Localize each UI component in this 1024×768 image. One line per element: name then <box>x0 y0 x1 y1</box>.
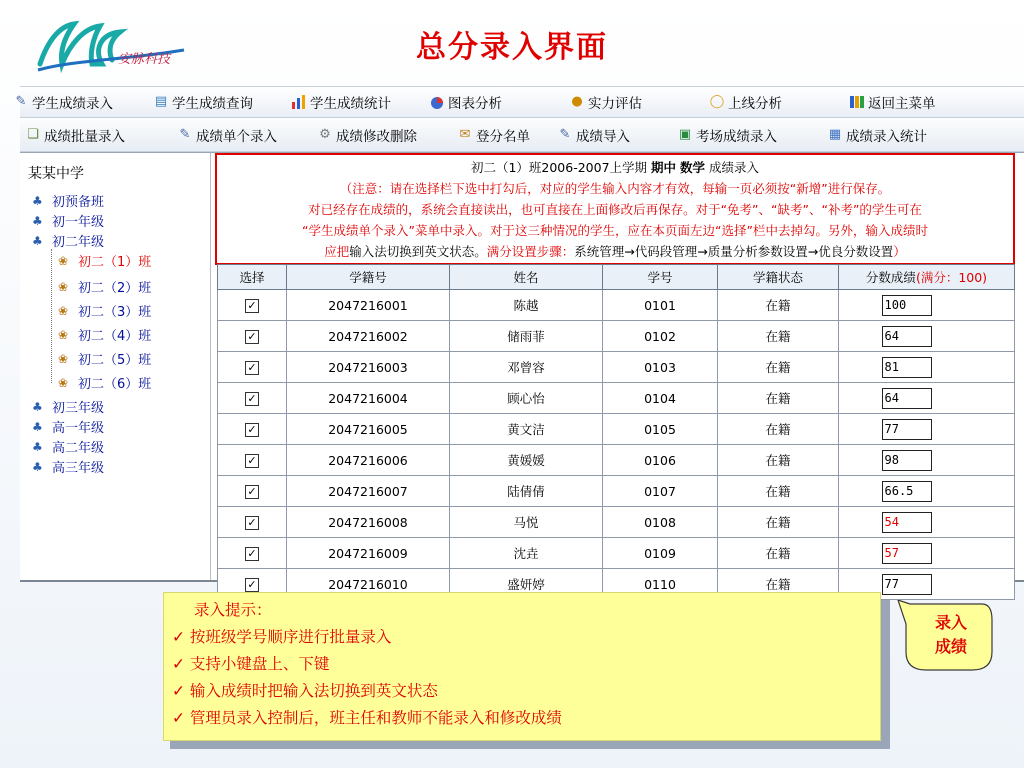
name-cell: 沈垚 <box>450 538 603 569</box>
tree-label: 初预备班 <box>52 195 105 210</box>
notice-subject: 数学 <box>680 160 706 175</box>
tips-item-text: 按班级学号顺序进行批量录入 <box>189 628 392 646</box>
student-id-cell: 2047216005 <box>287 414 450 445</box>
col-name: 姓名 <box>450 265 603 290</box>
number-cell: 0107 <box>603 476 718 507</box>
tree-label: 初二年级 <box>52 235 105 250</box>
tree-item-grade[interactable] <box>32 397 104 416</box>
score-input[interactable]: 64 <box>882 326 932 347</box>
score-input[interactable]: 64 <box>882 388 932 409</box>
secondary-menu <box>20 119 1024 152</box>
notice-line: 对已经存在成绩的，系统会直接读出，也可直接在上面修改后再保存。对于“免考”、“缺考”、“补考”的学生可在 <box>308 202 922 217</box>
tree-item-grade[interactable] <box>32 457 104 476</box>
name-cell: 邓曾容 <box>450 352 603 383</box>
search-doc-icon: ▤ <box>154 94 168 109</box>
score-input[interactable]: 57 <box>882 543 932 564</box>
student-id-cell: 2047216004 <box>287 383 450 414</box>
status-cell: 在籍 <box>718 414 839 445</box>
student-id-cell: 2047216010 <box>287 569 450 600</box>
notice-text: 输入法切换到英文状态。 <box>349 244 487 259</box>
medal-icon: ● <box>571 94 583 109</box>
table-row <box>218 383 1015 414</box>
score-cell <box>839 476 1015 507</box>
score-header-label: 分数成绩 <box>865 270 916 285</box>
score-cell <box>839 321 1015 352</box>
grid-icon <box>848 94 866 110</box>
menu-label: 返回主菜单 <box>868 96 936 112</box>
tree-label: 初二（4）班 <box>78 329 152 344</box>
select-cell <box>218 538 287 569</box>
school-tree <box>20 153 211 580</box>
number-cell: 0103 <box>603 352 718 383</box>
people-icon: ♣ <box>32 459 43 474</box>
name-cell: 陈越 <box>450 290 603 321</box>
menu-return-main[interactable] <box>848 92 968 112</box>
score-cell <box>839 352 1015 383</box>
number-cell: 0106 <box>603 445 718 476</box>
tree-item-class[interactable] <box>58 277 151 296</box>
tree-label: 高三年级 <box>52 461 105 476</box>
tree-label: 初二（2）班 <box>78 281 152 296</box>
tips-item <box>172 624 880 651</box>
table-row <box>218 445 1015 476</box>
select-cell <box>218 383 287 414</box>
tips-item <box>172 651 880 678</box>
status-cell: 在籍 <box>718 569 839 600</box>
row-checkbox[interactable]: ✓ <box>245 454 259 468</box>
name-cell: 黄媛媛 <box>450 445 603 476</box>
class-icon: ❀ <box>58 351 69 366</box>
tree-item-grade[interactable] <box>32 191 104 210</box>
menu-label: 图表分析 <box>448 96 502 112</box>
callout-text <box>926 611 976 659</box>
student-id-cell: 2047216006 <box>287 445 450 476</box>
name-cell: 储雨菲 <box>450 321 603 352</box>
menu-label: 学生成绩录入 <box>32 96 113 112</box>
number-cell: 0109 <box>603 538 718 569</box>
select-cell <box>218 507 287 538</box>
score-input[interactable]: 77 <box>882 419 932 440</box>
number-cell: 0108 <box>603 507 718 538</box>
notice-heading-prefix: 初二（1）班2006-2007上学期 <box>470 160 648 175</box>
menu-score-entry-stats[interactable] <box>826 125 956 145</box>
row-checkbox[interactable]: ✓ <box>245 392 259 406</box>
table-header-row <box>218 265 1015 290</box>
notice-term: 期中 <box>651 160 677 175</box>
menu-batch-score-entry[interactable] <box>24 125 176 145</box>
tips-item-text: 管理员录入控制后，班主任和教师不能录入和修改成绩 <box>189 709 562 727</box>
bar-chart-icon <box>290 94 308 110</box>
number-cell: 0101 <box>603 290 718 321</box>
tree-item-class[interactable] <box>58 301 151 320</box>
table-row <box>218 538 1015 569</box>
row-checkbox[interactable]: ✓ <box>245 423 259 437</box>
col-select: 选择 <box>218 265 287 290</box>
score-cell <box>839 290 1015 321</box>
notice-text: 满分设置步骤： <box>486 244 575 259</box>
notice-line: （注意：请在选择栏下选中打勾后，对应的学生输入内容才有效，每输一页必须按“新增”进行保存。 <box>339 181 891 196</box>
menu-label: 成绩批量录入 <box>44 129 125 145</box>
tree-item-grade[interactable] <box>32 437 104 456</box>
number-cell: 0104 <box>603 383 718 414</box>
name-cell: 陆倩倩 <box>450 476 603 507</box>
people-icon: ♣ <box>32 399 43 414</box>
row-checkbox[interactable]: ✓ <box>245 361 259 375</box>
col-status: 学籍状态 <box>718 265 839 290</box>
tree-item-grade[interactable] <box>32 211 104 230</box>
score-cell <box>839 383 1015 414</box>
student-id-cell: 2047216001 <box>287 290 450 321</box>
menu-label: 考场成绩录入 <box>696 129 777 145</box>
people-icon: ♣ <box>32 193 43 208</box>
notice-line: “学生成绩单个录入”菜单中录入。对于这三种情况的学生，应在本页面左边“选择”栏中去掉勾。另外，输入成绩时 <box>302 223 928 238</box>
row-checkbox[interactable]: ✓ <box>245 485 259 499</box>
tree-label: 高二年级 <box>52 441 105 456</box>
menu-score-import[interactable] <box>556 125 676 145</box>
callout-line: 成绩 <box>934 637 967 656</box>
tree-branch-line <box>51 249 52 383</box>
status-cell: 在籍 <box>718 538 839 569</box>
row-checkbox[interactable]: ✓ <box>245 516 259 530</box>
tree-label: 初三年级 <box>52 401 105 416</box>
menu-student-score-entry[interactable] <box>12 92 152 112</box>
student-id-cell: 2047216008 <box>287 507 450 538</box>
stack-icon: ❏ <box>27 127 39 142</box>
tree-label: 初二（6）班 <box>78 377 152 392</box>
menu-label: 实力评估 <box>588 96 642 112</box>
exam-icon: ▣ <box>678 127 692 142</box>
tips-item <box>172 678 880 705</box>
notice-heading-suffix: 成绩录入 <box>709 160 760 175</box>
people-icon: ♣ <box>32 213 43 228</box>
table-row <box>218 321 1015 352</box>
tree-label: 初二（1）班 <box>78 255 152 270</box>
menu-exam-room-score-entry[interactable] <box>676 125 826 145</box>
row-checkbox[interactable]: ✓ <box>245 578 259 592</box>
number-cell: 0105 <box>603 414 718 445</box>
table-row <box>218 507 1015 538</box>
row-checkbox[interactable]: ✓ <box>245 299 259 313</box>
menu-score-edit-delete[interactable] <box>316 125 456 145</box>
check-icon: ✓ <box>172 655 190 673</box>
people-icon: ♣ <box>32 439 43 454</box>
status-cell: 在籍 <box>718 476 839 507</box>
menu-label: 学生成绩统计 <box>310 96 391 112</box>
import-icon: ✎ <box>559 127 571 142</box>
tree-root-school[interactable]: 某某中学 <box>28 166 84 182</box>
score-input[interactable]: 81 <box>882 357 932 378</box>
select-cell <box>218 352 287 383</box>
status-cell: 在籍 <box>718 507 839 538</box>
notice-heading <box>217 157 1013 178</box>
tree-item-grade[interactable] <box>32 417 104 436</box>
menu-student-score-stats[interactable] <box>290 92 428 112</box>
select-cell <box>218 445 287 476</box>
tree-item-class-selected[interactable] <box>58 251 151 270</box>
menu-label: 学生成绩查询 <box>172 96 253 112</box>
score-input[interactable]: 77 <box>882 574 932 595</box>
table-row <box>218 352 1015 383</box>
people-icon: ♣ <box>32 419 43 434</box>
status-cell: 在籍 <box>718 445 839 476</box>
student-id-cell: 2047216002 <box>287 321 450 352</box>
page-title: 总分录入界面 <box>416 30 608 65</box>
menu-strength-evaluation[interactable] <box>568 92 708 112</box>
check-icon: ✓ <box>172 709 190 727</box>
select-cell <box>218 321 287 352</box>
menu-label: 成绩录入统计 <box>846 129 927 145</box>
tips-box <box>163 592 881 741</box>
notice-text: 系统管理→代码段管理→质量分析参数设置→优良分数设置 <box>574 244 894 259</box>
class-icon: ❀ <box>58 279 69 294</box>
name-cell: 黄文洁 <box>450 414 603 445</box>
class-icon: ❀ <box>58 375 69 390</box>
student-id-cell: 2047216009 <box>287 538 450 569</box>
score-input[interactable]: 98 <box>882 450 932 471</box>
list-icon: ✉ <box>459 127 471 142</box>
name-cell: 马悦 <box>450 507 603 538</box>
select-cell <box>218 290 287 321</box>
score-input[interactable]: 100 <box>882 295 932 316</box>
ring-icon: ◯ <box>709 94 725 109</box>
logo-company-name: 安脉科技 <box>118 52 171 67</box>
status-cell: 在籍 <box>718 352 839 383</box>
tree-item-class[interactable] <box>58 373 151 392</box>
status-cell: 在籍 <box>718 383 839 414</box>
number-cell: 0110 <box>603 569 718 600</box>
status-cell: 在籍 <box>718 290 839 321</box>
check-icon: ✓ <box>172 628 190 646</box>
tree-label: 初一年级 <box>52 215 105 230</box>
menu-student-score-query[interactable] <box>152 92 290 112</box>
gear-icon: ⚙ <box>319 127 331 142</box>
notice-text: ） <box>893 244 906 259</box>
number-cell: 0102 <box>603 321 718 352</box>
student-id-cell: 2047216007 <box>287 476 450 507</box>
pencil-icon: ✎ <box>179 127 191 142</box>
tips-title: 录入提示： <box>194 601 272 619</box>
main-panel <box>20 152 1024 592</box>
table-row <box>218 414 1015 445</box>
class-icon: ❀ <box>58 303 69 318</box>
menu-label: 上线分析 <box>728 96 782 112</box>
score-header-full: (满分：100) <box>915 270 988 285</box>
score-input[interactable]: 54 <box>882 512 932 533</box>
score-cell <box>839 538 1015 569</box>
score-cell <box>839 414 1015 445</box>
stats-icon: ▦ <box>828 127 842 142</box>
row-checkbox[interactable]: ✓ <box>245 330 259 344</box>
people-icon: ♣ <box>32 233 43 248</box>
tips-item <box>172 705 880 732</box>
status-cell: 在籍 <box>718 321 839 352</box>
score-cell <box>839 445 1015 476</box>
tree-item-class[interactable] <box>58 325 151 344</box>
callout-line: 录入 <box>934 613 967 632</box>
menu-score-roster[interactable] <box>456 125 556 145</box>
select-cell <box>218 476 287 507</box>
score-input[interactable]: 66.5 <box>882 481 932 502</box>
menu-label: 成绩单个录入 <box>196 129 277 145</box>
table-row <box>218 290 1015 321</box>
primary-menu <box>15 86 1024 118</box>
menu-chart-analysis[interactable] <box>428 92 568 112</box>
notice-text: 应把 <box>324 244 350 259</box>
select-cell <box>218 414 287 445</box>
menu-single-score-entry[interactable] <box>176 125 316 145</box>
notice-box <box>215 153 1015 265</box>
table-row <box>218 476 1015 507</box>
col-score <box>839 265 1015 290</box>
tree-label: 初二（5）班 <box>78 353 152 368</box>
class-icon: ❀ <box>58 327 69 342</box>
name-cell: 盛妍婷 <box>450 569 603 600</box>
col-student-id: 学籍号 <box>287 265 450 290</box>
student-id-cell: 2047216003 <box>287 352 450 383</box>
menu-label: 成绩修改删除 <box>336 129 417 145</box>
row-checkbox[interactable]: ✓ <box>245 547 259 561</box>
menu-pass-line-analysis[interactable] <box>708 92 848 112</box>
tips-item-text: 支持小键盘上、下键 <box>189 655 330 673</box>
menu-label: 登分名单 <box>476 129 530 145</box>
tree-label: 初二（3）班 <box>78 305 152 320</box>
tree-label: 高一年级 <box>52 421 105 436</box>
name-cell: 顾心怡 <box>450 383 603 414</box>
pie-chart-icon <box>428 94 446 110</box>
tips-item-text: 输入成绩时把输入法切换到英文状态 <box>189 682 438 700</box>
check-icon: ✓ <box>172 682 190 700</box>
class-icon: ❀ <box>58 253 69 268</box>
col-number: 学号 <box>603 265 718 290</box>
score-cell <box>839 507 1015 538</box>
score-table <box>217 264 1015 600</box>
pencil-icon: ✎ <box>15 94 27 109</box>
notice-line <box>217 241 1013 262</box>
tree-item-class[interactable] <box>58 349 151 368</box>
tree-item-grade[interactable] <box>32 231 104 250</box>
menu-label: 成绩导入 <box>576 129 630 145</box>
